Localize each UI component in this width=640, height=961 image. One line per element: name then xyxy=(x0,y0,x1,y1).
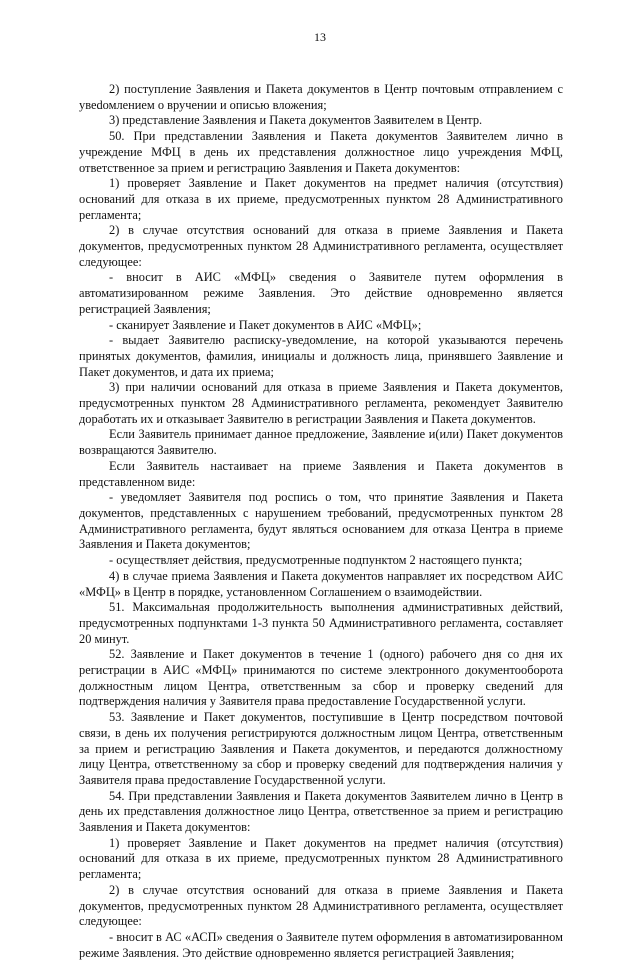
paragraph: - сканирует Заявление и Пакет документов в АИС «МФЦ»; xyxy=(109,317,422,332)
paragraph: 4) в случае приема Заявления и Пакета документов направляет их посредством АИС «МФЦ» в Центр в порядке, установленном Соглашением о взаимодействии. xyxy=(79,568,563,599)
paragraph: - уведомляет Заявителя под роспись о том, что принятие Заявления и Пакета документов, представленных с нарушением требований, предусмотренных пунктом 28 Административного регламента, будут являться основанием для отказа Центра в приеме Заявления и Пакета документов; xyxy=(79,490,563,552)
document-body xyxy=(79,82,563,961)
paragraph: 2) поступление Заявления и Пакета документов в Центр почтовым отправлением с увеdомлением о вручении и описью вложения; xyxy=(79,82,563,112)
paragraph: - выдает Заявителю расписку-уведомление, на которой указываются перечень принятых документов, фамилия, инициалы и должность лица, принявшего Заявление и Пакет документов, и дата их приема; xyxy=(79,333,563,379)
paragraph: - осуществляет действия, предусмотренные подпунктом 2 настоящего пункта; xyxy=(109,553,523,568)
paragraph: 2) в случае отсутствия оснований для отказа в приеме Заявления и Пакета документов, предусмотренных пунктом 28 Административного регламента, осуществляет следующее: xyxy=(79,223,563,269)
paragraph: 53. Заявление и Пакет документов, поступившие в Центр посредством почтовой связи, в день их получения регистрируются должностным лицом Центра, ответственным за прием и регистрацию Заявления и Пакета документов, и передаются должностному лицу Центра, ответственному за сбор и проверку сведений для подтверждения наличия у Заявителя права предоставление Государственной услуги. xyxy=(79,710,563,787)
paragraph: 2) в случае отсутствия оснований для отказа в приеме Заявления и Пакета документов, предусмотренных пунктом 28 Административного регламента, осуществляет следующее: xyxy=(79,882,563,929)
paragraph: - вносит в АИС «МФЦ» сведения о Заявителе путем оформления в автоматизированном режиме Заявления. Это действие одновременно является регистрацией Заявления; xyxy=(79,270,563,316)
page-number: 13 xyxy=(314,30,326,44)
paragraph: Если Заявитель принимает данное предложение, Заявление и(или) Пакет документов возвращаются Заявителю. xyxy=(79,427,563,458)
paragraph: 54. При представлении Заявления и Пакета документов Заявителем лично в Центр в день их представления должностное лицо Центра, ответственное за прием и регистрацию Заявления и Пакета документов: xyxy=(79,788,563,835)
paragraph: - вносит в АС «АСП» сведения о Заявителе путем оформления в автоматизированном режиме Заявления. Это действие одновременно является регистрацией Заявления; xyxy=(79,929,563,960)
paragraph: 52. Заявление и Пакет документов в течение 1 (одного) рабочего дня со дня их регистрации в АИС «МФЦ» принимаются по системе электронного документооборота должностным лицом Центра, ответственным за сбор и проверку сведений для подтверждения наличия у Заявителя права предоставление Государственной услуги. xyxy=(79,647,563,709)
paragraph: 1) проверяет Заявление и Пакет документов на предмет наличия (отсутствия) оснований для отказа в их приеме, предусмотренных пунктом 28 Административного регламента; xyxy=(79,176,563,222)
paragraph: 3) представление Заявления и Пакета документов Заявителем в Центр. xyxy=(109,113,483,128)
paragraph: 50. При представлении Заявления и Пакета документов Заявителем лично в учреждение МФЦ в день их представления должностное лицо учреждения МФЦ, ответственное за прием и регистрацию Заявления и Пакета документов: xyxy=(79,129,563,175)
paragraph: 1) проверяет Заявление и Пакет документов на предмет наличия (отсутствия) оснований для отказа в их приеме, предусмотренных пунктом 28 Административного регламента; xyxy=(79,835,563,882)
paragraph: 3) при наличии оснований для отказа в приеме Заявления и Пакета документов, предусмотренных пунктом 28 Административного регламента, рекомендует Заявителю доработать их и отказывает Заявителю в регистрации Заявления и Пакета документов. xyxy=(79,380,563,426)
paragraph: 51. Максимальная продолжительность выполнения административных действий, предусмотренных подпунктами 1-3 пункта 50 Административного регламента, составляет 20 минут. xyxy=(79,600,563,646)
paragraph: Если Заявитель настаивает на приеме Заявления и Пакета документов в представленном виде: xyxy=(79,458,563,489)
